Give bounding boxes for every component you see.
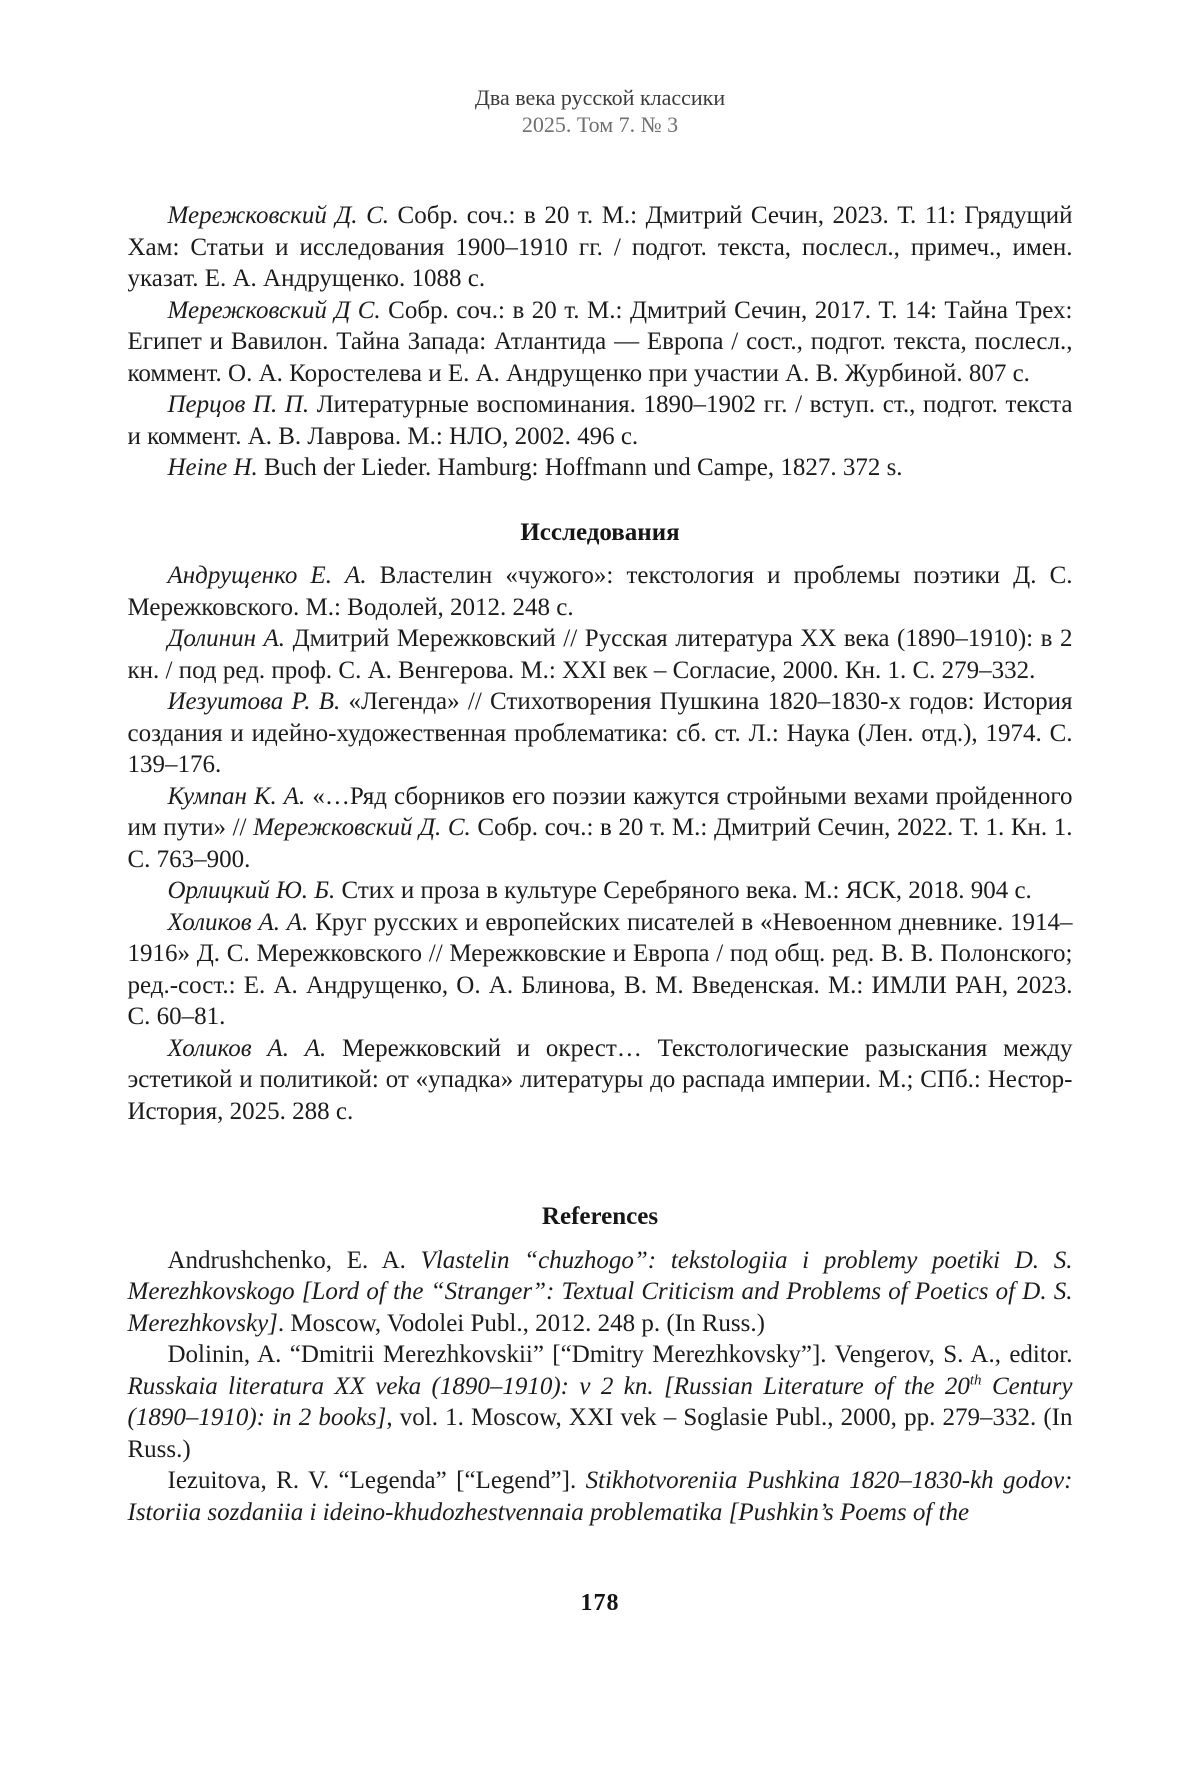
reference-entry: Мережковский Д С. Собр. соч.: в 20 т. М.: Дмитрий Сечин, 2017. Т. 14: Тайна Трех: Египет и Вавилон. Тайна Запада: Атлантида — Европа / сост., подгот. текста, послесл., коммент. О. А. Коростелева и Е. А. Андрущенко при участии А. В. Журбиной. 807 с.	[127, 296, 1073, 387]
reference-entry: Мережковский Д. С. Собр. соч.: в 20 т. М.: Дмитрий Сечин, 2023. Т. 11: Грядущий Хам: Статьи и исследования 1900–1910 гг. / подгот. текста, послесл., примеч., имен. указат. Е. А. Андрущенко. 1088 с.	[127, 202, 1073, 292]
reference-entry: Андрущенко Е. А. Властелин «чужого»: текстология и проблемы поэтики Д. С. Мережковского. М.: Водолей, 2012. 248 с.	[127, 562, 1073, 621]
reference-entry: Холиков А. А. Мережковский и окрест… Текстологические разыскания между эстетикой и политикой: от «упадка» литературы до распада империи. М.; СПб.: Нестор-История, 2025. 288 с.	[127, 1034, 1073, 1125]
reference-entry: Иезуитова Р. В. «Легенда» // Стихотворения Пушкина 1820–1830-х годов: История создания и идейно-художественная проблематика: сб. ст. Л.: Наука (Лен. отд.), 1974. С. 139–176.	[127, 688, 1073, 778]
section-heading: References	[541, 1203, 659, 1230]
page-number: 178	[580, 1590, 620, 1616]
page-footer	[128, 1590, 1073, 1617]
section-references	[128, 1201, 1073, 1528]
reference-entry: Орлицкий Ю. Б. Стих и проза в культуре Серебряного века. М.: ЯСК, 2018. 904 с.	[167, 877, 1032, 904]
reference-entry: Долинин А. Дмитрий Мережковский // Русская литература XX века (1890–1910): в 2 кн. / под ред. проф. С. А. Венгерова. М.: XXI век – Согласие, 2000. Кн. 1. С. 279–332.	[127, 625, 1073, 684]
journal-title: Два века русской классики	[474, 85, 726, 110]
reference-entry: Перцов П. П. Литературные воспоминания. 1890–1902 гг. / вступ. ст., подгот. текста и коммент. А. В. Лаврова. М.: НЛО, 2002. 496 с.	[127, 391, 1073, 450]
reference-entry: Кумпан К. А. «…Ряд сборников его поэзии кажутся стройными вехами пройденного им пути» // Мережковский Д. С. Собр. соч.: в 20 т. М.: Дмитрий Сечин, 2022. Т. 1. Кн. 1. С. 763–900.	[127, 782, 1073, 873]
reference-entry: Andrushchenko, E. A. Vlastelin “chuzhogo”: tekstologiia i problemy poetiki D. S. Merezhkovskogo [Lord of the “Stranger”: Textual Criticism and Problems of Poetics of D. S. Merezhkovsky]. Moscow, Vodolei Publ., 2012. 248 p. (In Russ.)	[127, 1246, 1073, 1337]
bibliography	[128, 200, 1073, 1528]
reference-entry: Холиков А. А. Круг русских и европейских писателей в «Невоенном дневнике. 1914–1916» Д. С. Мережковского // Мережковские и Европа / под общ. ред. В. В. Полонского; ред.-сост.: Е. А. Андрущенко, О. А. Блинова, В. М. Введенская. М.: ИМЛИ РАН, 2023. С. 60–81.	[127, 908, 1073, 1030]
reference-entry: Iezuitova, R. V. “Legenda” [“Legend”]. Stikhotvoreniia Pushkina 1820–1830-kh godov: Istoriia sozdaniia i ideino-khudozhestvennaia problematika [Pushkin’s Poems of the	[127, 1467, 1073, 1526]
section-heading: Исследования	[520, 518, 680, 546]
section-sources	[128, 200, 1073, 484]
reference-entry: Dolinin, A. “Dmitrii Merezhkovskii” [“Dmitry Merezhkovsky”]. Vengerov, S. A., editor. Russkaia literatura XX veka (1890–1910): v 2 kn. [Russian Literature of the 20th Century (1890–1910): in 2 books], vol. 1. Moscow, XXI vek – Soglasie Publ., 2000, pp. 279–332. (In Russ.)	[127, 1341, 1073, 1463]
journal-issue: 2025. Том 7. № 3	[521, 112, 679, 137]
reference-entry: Heine H. Buch der Lieder. Hamburg: Hoffmann und Campe, 1827. 372 s.	[167, 454, 903, 481]
section-studies	[128, 517, 1073, 1128]
running-head	[128, 84, 1073, 138]
